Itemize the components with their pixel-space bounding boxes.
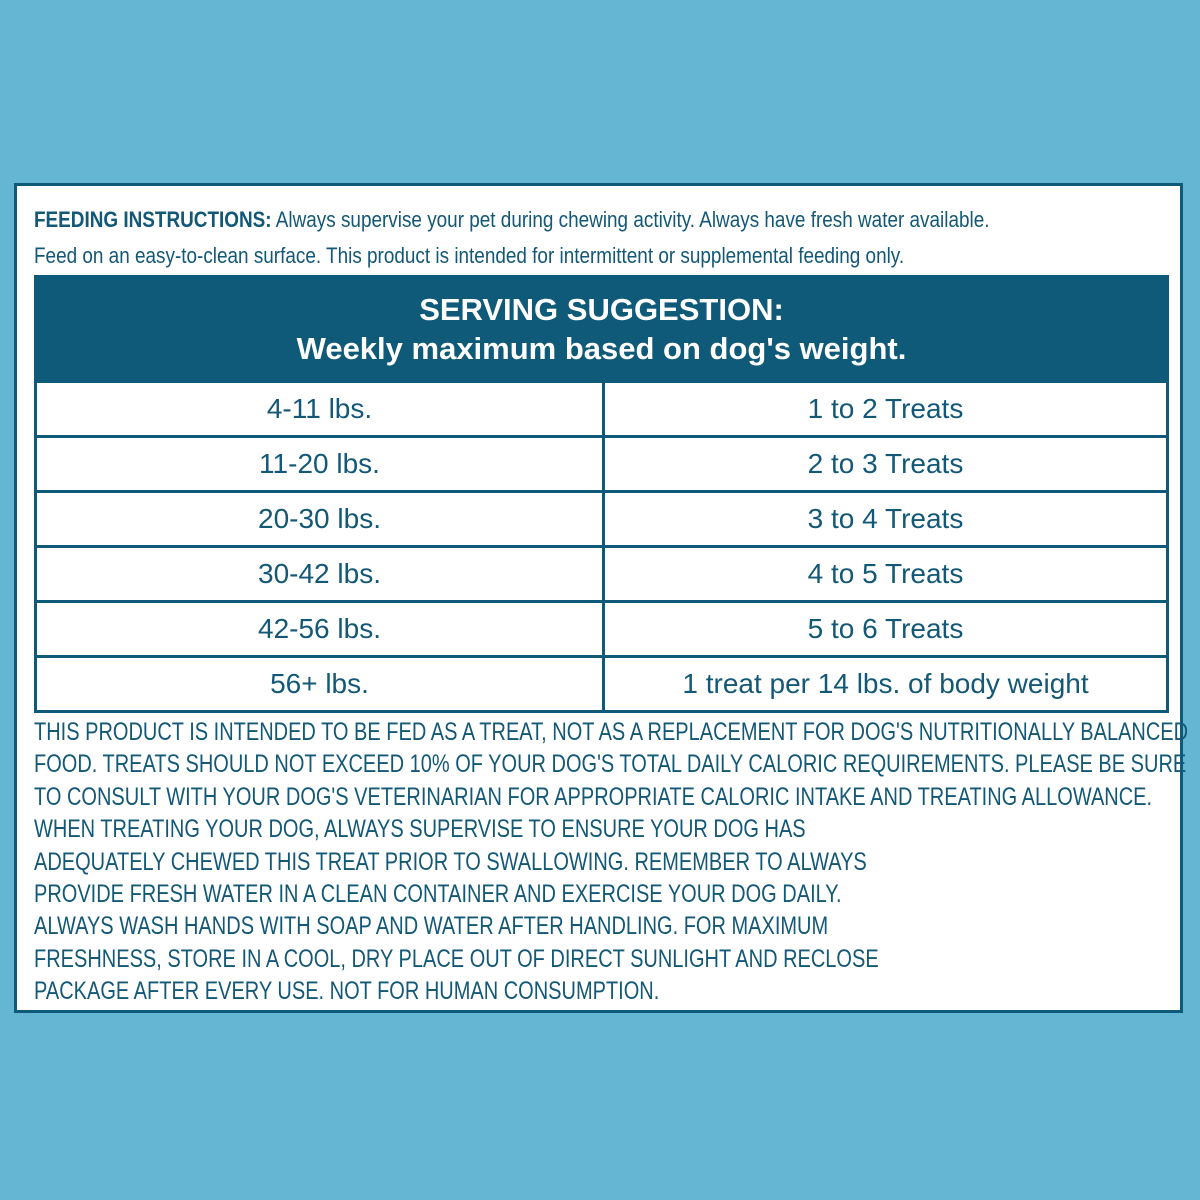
- disclaimer-line: ADEQUATELY CHEWED THIS TREAT PRIOR TO SWALLOWING. REMEMBER TO ALWAYS: [34, 847, 867, 876]
- disclaimer-text: [34, 716, 1189, 1008]
- feeding-line-1: [34, 202, 1006, 238]
- treat-amount-cell: 5 to 6 Treats: [807, 613, 964, 644]
- disclaimer-line: THIS PRODUCT IS INTENDED TO BE FED AS A TREAT, NOT AS A REPLACEMENT FOR DOG'S NUTRITIONALLY BALANCED: [34, 718, 1189, 746]
- label-panel: [14, 183, 1189, 1013]
- disclaimer-line: FOOD. TREATS SHOULD NOT EXCEED 10% OF YOUR DOG'S TOTAL DAILY CALORIC REQUIREMENTS. PLEASE BE SURE: [34, 750, 1187, 779]
- feeding-instructions: [34, 202, 1006, 274]
- treat-amount-cell: 1 treat per 14 lbs. of body weight: [682, 668, 1089, 699]
- treat-amount-cell: 1 to 2 Treats: [807, 393, 964, 424]
- disclaimer-line: TO CONSULT WITH YOUR DOG'S VETERINARIAN FOR APPROPRIATE CALORIC INTAKE AND TREATING ALLOWANCE.: [34, 782, 1153, 811]
- weight-cell: 4-11 lbs.: [37, 383, 605, 435]
- table-row: [37, 545, 1166, 600]
- feeding-line-1-text: Always supervise your pet during chewing activity. Always have fresh water available.: [271, 207, 990, 232]
- table-row: [37, 435, 1166, 490]
- disclaimer-line: WHEN TREATING YOUR DOG, ALWAYS SUPERVISE TO ENSURE YOUR DOG HAS: [34, 815, 806, 844]
- weight-cell: 20-30 lbs.: [37, 493, 605, 545]
- weight-cell: 42-56 lbs.: [37, 603, 605, 655]
- disclaimer-line: ALWAYS WASH HANDS WITH SOAP AND WATER AFTER HANDLING. FOR MAXIMUM: [34, 912, 829, 941]
- treat-amount-cell: 2 to 3 Treats: [807, 448, 964, 479]
- feeding-instructions-heading: FEEDING INSTRUCTIONS:: [34, 207, 272, 232]
- treat-amount-cell: 3 to 4 Treats: [807, 503, 964, 534]
- weight-cell: 30-42 lbs.: [37, 548, 605, 600]
- table-row: [37, 600, 1166, 655]
- table-row: [37, 380, 1166, 435]
- weight-cell: 56+ lbs.: [37, 658, 605, 710]
- serving-table-header: [37, 278, 1166, 380]
- serving-title: SERVING SUGGESTION:: [419, 292, 784, 327]
- table-row: [37, 655, 1166, 710]
- weight-cell: 11-20 lbs.: [37, 438, 605, 490]
- disclaimer-line: PACKAGE AFTER EVERY USE. NOT FOR HUMAN CONSUMPTION.: [34, 977, 660, 1006]
- serving-subtitle: Weekly maximum based on dog's weight.: [296, 331, 907, 366]
- disclaimer-line: FRESHNESS, STORE IN A COOL, DRY PLACE OUT OF DIRECT SUNLIGHT AND RECLOSE: [34, 944, 879, 973]
- serving-suggestion-table: [34, 275, 1169, 713]
- treat-amount-cell: 4 to 5 Treats: [807, 558, 964, 589]
- table-row: [37, 490, 1166, 545]
- disclaimer-line: PROVIDE FRESH WATER IN A CLEAN CONTAINER AND EXERCISE YOUR DOG DAILY.: [34, 879, 842, 908]
- feeding-line-2: Feed on an easy-to-clean surface. This product is intended for intermittent or supplemental feeding only.: [34, 243, 905, 268]
